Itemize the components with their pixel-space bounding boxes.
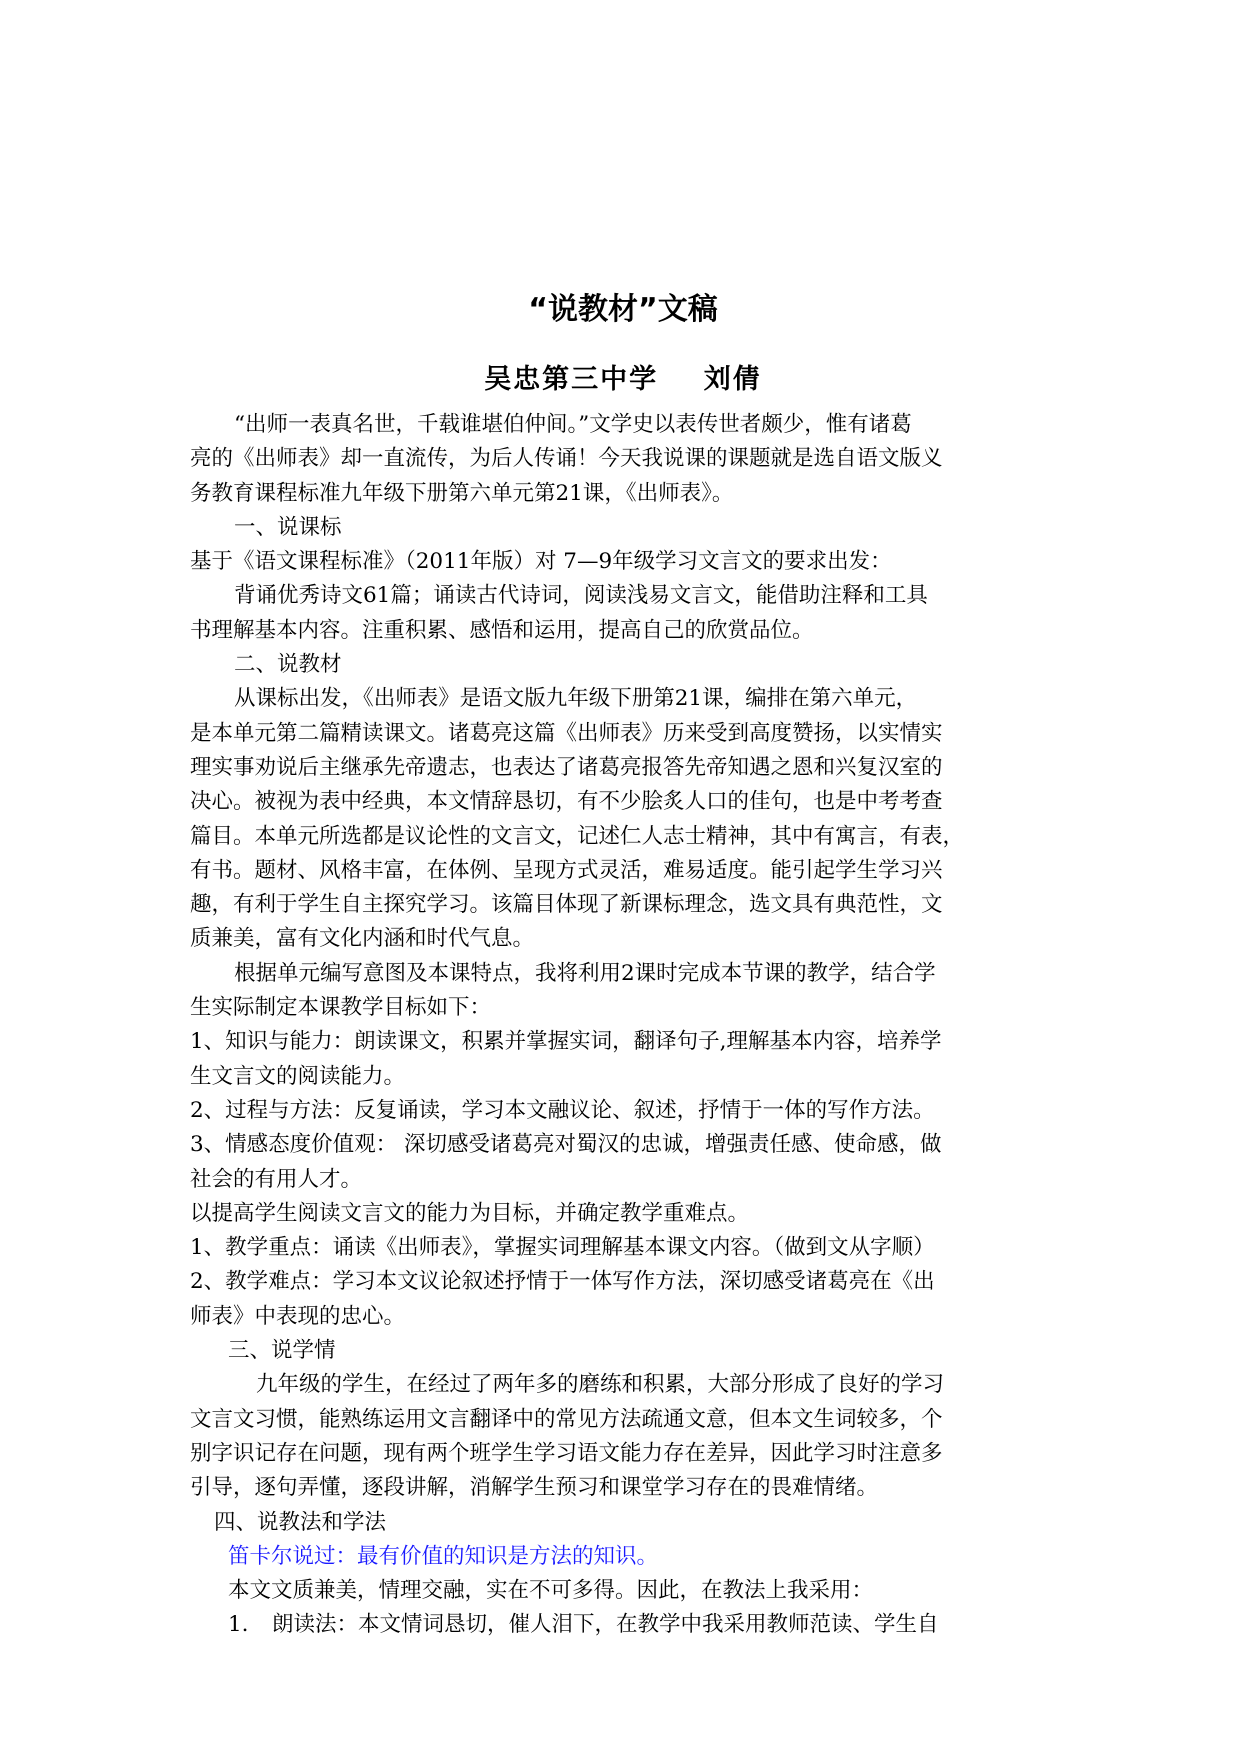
section-heading: 四、说教法和学法 xyxy=(214,1509,387,1535)
paragraph-line: 根据单元编写意图及本课特点，我将利用2课时完成本节课的教学，结合学 xyxy=(234,960,936,986)
paragraph-line: 引导，逐句弄懂，逐段讲解，消解学生预习和课堂学习存在的畏难情绪。 xyxy=(190,1475,879,1501)
paragraph-line: 篇目。本单元所选都是议论性的文言文，记述仁人志士精神，其中有寓言，有表， xyxy=(190,823,965,849)
section-heading: 一、说课标 xyxy=(234,514,342,540)
list-item: 1、教学重点：诵读《出师表》，掌握实词理解基本课文内容。（做到文从字顺） xyxy=(190,1235,935,1261)
paragraph-line: “出师一表真名世，千载谁堪伯仲间。”文学史以表传世者颇少，惟有诸葛 xyxy=(234,412,912,437)
paragraph-line: 生实际制定本课教学目标如下： xyxy=(190,995,492,1021)
paragraph-line: 文言文习惯，能熟练运用文言翻译中的常见方法疏通文意，但本文生词较多，个 xyxy=(190,1406,943,1432)
paragraph-line: 基于《语文课程标准》（2011年版）对 7—9年级学习文言文的要求出发： xyxy=(190,549,892,575)
paragraph-line: 生文言文的阅读能力。 xyxy=(190,1063,406,1089)
item-number: 1. xyxy=(228,1612,249,1638)
paragraph-line: 九年级的学生，在经过了两年多的磨练和积累，大部分形成了良好的学习 xyxy=(256,1372,945,1398)
paragraph-line: 本文文质兼美，情理交融，实在不可多得。因此，在教法上我采用： xyxy=(228,1578,874,1604)
paragraph-line: 从课标出发，《出师表》是语文版九年级下册第21课，编排在第六单元， xyxy=(234,686,918,712)
paragraph-line: 亮的《出师表》却一直流传，为后人传诵！今天我说课的课题就是选自语文版义 xyxy=(190,446,943,472)
section-heading: 三、说学情 xyxy=(228,1338,336,1364)
document-body xyxy=(190,408,1056,1643)
paragraph-line: 社会的有用人才。 xyxy=(190,1166,363,1192)
paragraph-line: 有书。题材、风格丰富，在体例、呈现方式灵活，难易适度。能引起学生学习兴 xyxy=(190,857,943,883)
item-text: 朗读法：本文情词恳切，催人泪下，在教学中我采用教师范读、学生自 xyxy=(272,1612,939,1638)
paragraph-line: 师表》中表现的忠心。 xyxy=(190,1303,406,1329)
paragraph-line: 务教育课程标准九年级下册第六单元第21课，《出师表》。 xyxy=(190,480,734,506)
paragraph-line: 决心。被视为表中经典，本文情辞恳切，有不少脍炙人口的佳句，也是中考考查 xyxy=(190,789,943,815)
paragraph-line: 趣，有利于学生自主探究学习。该篇目体现了新课标理念，选文具有典范性，文 xyxy=(190,892,943,918)
author-line: 吴忠第三中学 刘倩 xyxy=(484,364,762,395)
numbered-item xyxy=(190,1608,1056,1642)
paragraph-line: 背诵优秀诗文61篇；诵读古代诗词，阅读浅易文言文，能借助注释和工具 xyxy=(234,583,928,609)
paragraph-line: 质兼美，富有文化内涵和时代气息。 xyxy=(190,926,535,952)
paragraph-line: 别字识记存在问题，现有两个班学生学习语文能力存在差异，因此学习时注意多 xyxy=(190,1440,943,1466)
quote-line: 笛卡尔说过：最有价值的知识是方法的知识。 xyxy=(228,1543,659,1569)
paragraph-line: 理实事劝说后主继承先帝遗志，也表达了诸葛亮报答先帝知遇之恩和兴复汉室的 xyxy=(190,754,943,780)
paragraph-line: 是本单元第二篇精读课文。诸葛亮这篇《出师表》历来受到高度赞扬，以实情实 xyxy=(190,720,943,746)
paragraph-line: 书理解基本内容。注重积累、感悟和运用，提高自己的欣赏品位。 xyxy=(190,617,814,643)
document-title: “说教材”文稿 xyxy=(528,292,718,327)
list-item: 3、情感态度价值观： 深切感受诸葛亮对蜀汉的忠诚，增强责任感、使命感，做 xyxy=(190,1132,942,1158)
list-item: 1、知识与能力：朗读课文，积累并掌握实词，翻译句子,理解基本内容，培养学 xyxy=(190,1029,942,1055)
paragraph-line: 以提高学生阅读文言文的能力为目标，并确定教学重难点。 xyxy=(190,1200,750,1226)
list-item: 2、教学难点：学习本文议论叙述抒情于一体写作方法，深切感受诸葛亮在《出 xyxy=(190,1269,935,1295)
list-item: 2、过程与方法：反复诵读，学习本文融议论、叙述，抒情于一体的写作方法。 xyxy=(190,1097,935,1123)
section-heading: 二、说教材 xyxy=(234,652,342,678)
